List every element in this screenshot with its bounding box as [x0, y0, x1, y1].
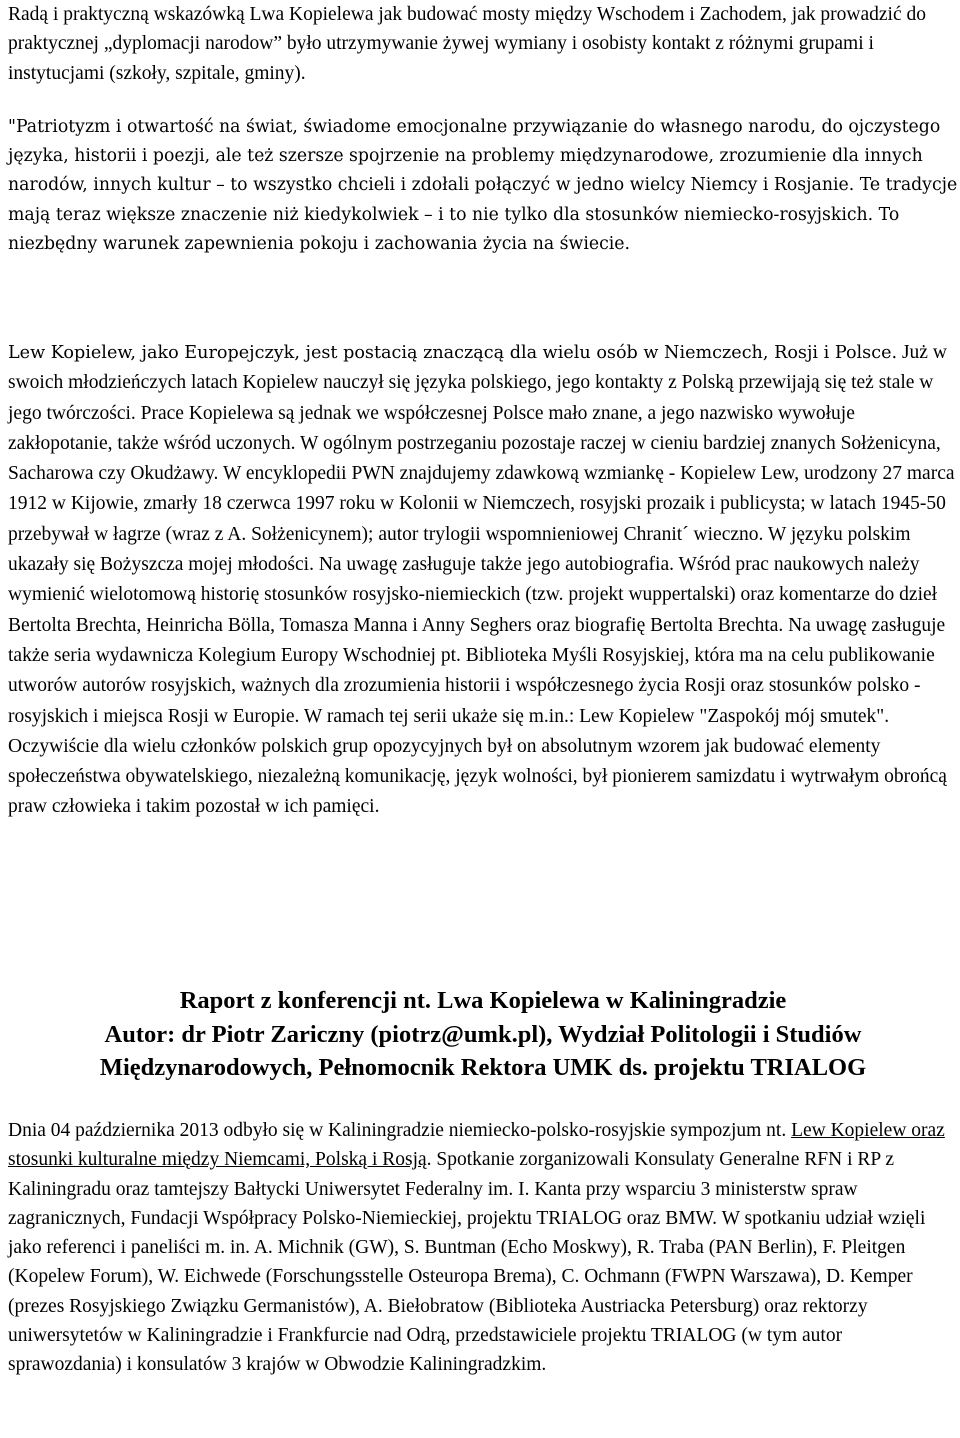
report-author: Autor: dr Piotr Zariczny (piotrz@umk.pl), Wydział Politologii i Studiów Międzynarodowych, Pełnomocnik Rektora UMK ds. projektu TRIALOG [99, 1020, 867, 1081]
bio-lead: Lew Kopielew, jako Europejczyk, jest postacią znaczącą dla wielu osób w Niemczech, Rosji i Polsce. [8, 343, 898, 363]
bio-paragraph [8, 338, 958, 823]
summary-after: . Spotkanie zorganizowali Konsulaty Generalne RFN i RP z Kaliningradu oraz tamtejszy Bałtycki Uniwersytet Federalny im. I. Kanta przy wsparciu 3 ministerstw spraw zagranicznych, Fundacji Współpracy Polsko-Niemieckiej, projektu TRIALOG oraz BMW. W spotkaniu udział wzięli jako referenci i paneliści m. in. A. Michnik (GW), S. Buntman (Echo Moskwy), R. Traba (PAN Berlin), F. Pleitgen (Kopelew Forum), W. Eichwede (Forschungsstelle Osteuropa Brema), C. Ochmann (FWPN Warszawa), D. Kemper (prezes Rosyjskiego Związku Germanistów), A. Biełobratow (Biblioteka Austriacka Petersburg) oraz rektorzy uniwersytetów w Kaliningradzie i Frankfurcie nad Odrą, przedstawiciele projektu TRIALOG (w tym autor sprawozdania) i konsulatów 3 krajów w Obwodzie Kaliningradzkim. [8, 1149, 926, 1376]
summary-paragraph [8, 1116, 958, 1380]
report-title: Raport z konferencji nt. Lwa Kopielewa w Kaliningradzie [179, 987, 787, 1014]
quote-paragraph [8, 113, 958, 259]
summary-before: Dnia 04 października 2013 odbyło się w Kaliningradzie niemiecko-polsko-rosyjskie sympozjum nt. [8, 1120, 792, 1141]
quote-text: "Patriotyzm i otwartość na świat, świadome emocjonalne przywiązanie do własnego narodu, do ojczystego języka, historii i poezji, ale też szersze spojrzenie na problemy międzynarodowe, zrozumienie dla innych narodów, innych kultur – to wszystko chcieli i zdołali połączyć w jedno wielcy Niemcy i Rosjanie. Te tradycje mają teraz większe znaczenie niż kiedykolwiek – i to nie tylko dla stosunków niemiecko-rosyjskich. To niezbędny warunek zapewnienia pokoju i zachowania życia na świecie. [8, 117, 958, 254]
intro-text: Radą i praktyczną wskazówką Lwa Kopielewa jak budować mosty między Wschodem i Zachodem, jak prowadzić do praktycznej „dyplomacji narodow” było utrzymywanie żywej wymiany i osobisty kontakt z różnymi grupami i instytucjami (szkoły, szpitale, gminy). [8, 4, 926, 84]
report-heading [8, 984, 958, 1085]
intro-paragraph [8, 0, 958, 88]
symposium-title-link[interactable]: Lew Kopielew oraz stosunki kulturalne między Niemcami, Polską i Rosją [8, 1120, 945, 1171]
bio-text: Już w swoich młodzieńczych latach Kopielew nauczył się języka polskiego, jego kontakty z Polską przewijają się też stale w jego twórczości. Prace Kopielewa są jednak we współczesnej Polsce mało znane, a jego nazwisko wywołuje zakłopotanie, także wśród uczonych. W ogólnym postrzeganiu pozostaje raczej w cieniu bardziej znanych Sołżenicyna, Sacharowa czy Okudżawy. W encyklopedii PWN znajdujemy zdawkową wzmiankę - Kopielew Lew, urodzony 27 marca 1912 w Kijowie, zmarły 18 czerwca 1997 roku w Kolonii w Niemczech, rosyjski prozaik i publicysta; w latach 1945-50 przebywał w łagrze (wraz z A. Sołżenicynem); autor trylogii wspomnieniowej Chranit´ wieczno. W języku polskim ukazały się Bożyszcza mojej młodości. Na uwagę zasługuje także jego autobiografia. Wśród prac naukowych należy wymienić wielotomową historię stosunków rosyjsko-niemieckich (tzw. projekt wuppertalski) oraz komentarze do dzieł Bertolta Brechta, Heinricha Bölla, Tomasza Manna i Anny Seghers oraz biografię Bertolta Brechta. Na uwagę zasługuje także seria wydawnicza Kolegium Europy Wschodniej pt. Biblioteka Myśli Rosyjskiej, która ma na celu publikowanie utworów autorów rosyjskich, ważnych dla zrozumienia historii i współczesnego życia Rosji oraz stosunków polsko - rosyjskich i miejsca Rosji w Europie. W ramach tej serii ukaże się m.in.: Lew Kopielew "Zaspokój mój smutek". Oczywiście dla wielu członków polskich grup opozycyjnych był on absolutnym wzorem jak budować elementy społeczeństwa obywatelskiego, niezależną komunikację, język wolności, był pionierem samizdatu i wytrwałym obrońcą praw człowieka i takim pozostał w ich pamięci. [8, 342, 955, 818]
